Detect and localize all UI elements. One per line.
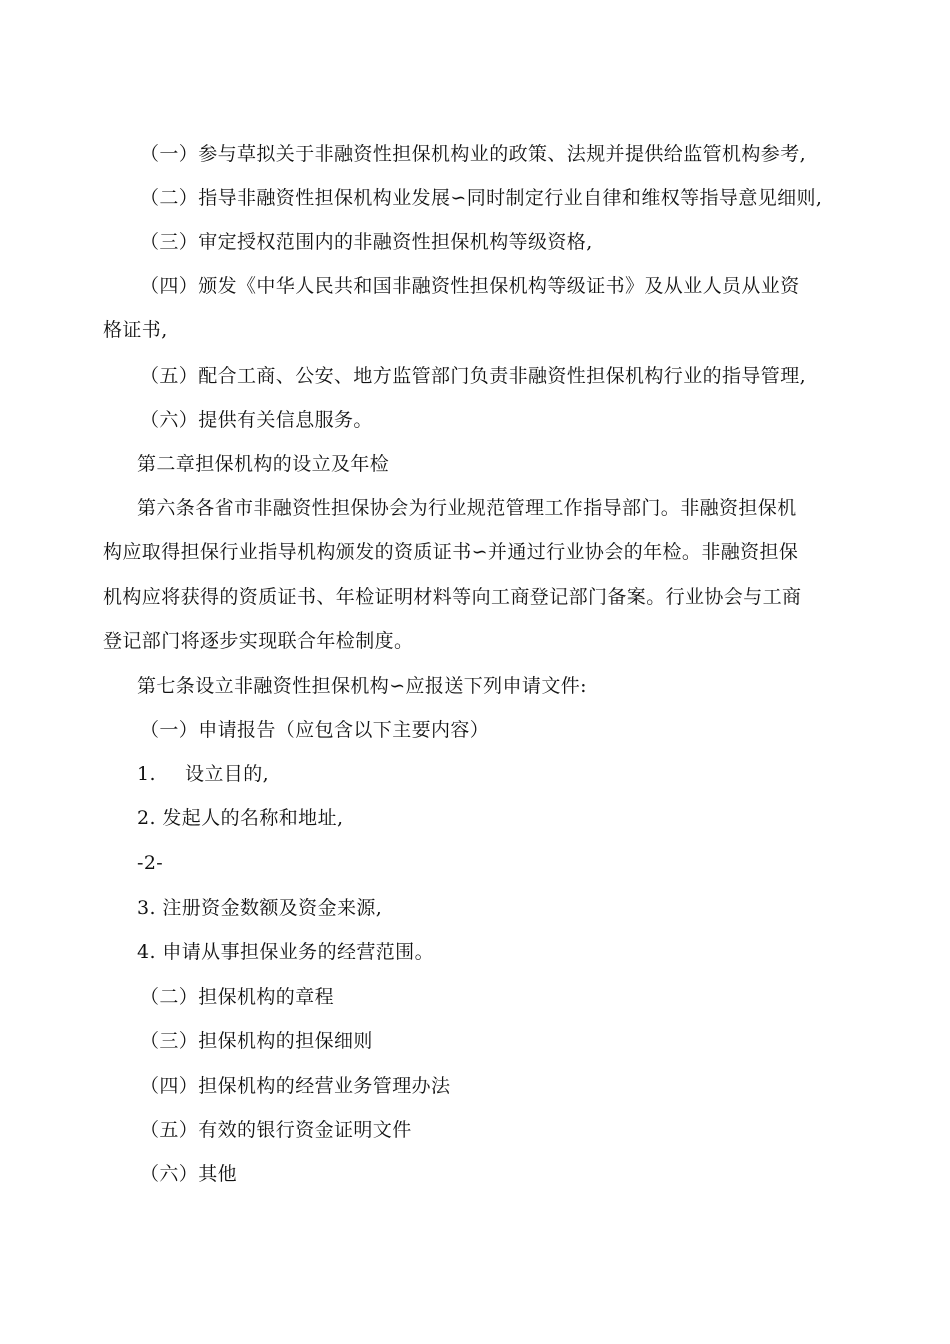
chapter-heading: 第二章担保机构的设立及年检 bbox=[137, 453, 390, 475]
sub-item-2: 2. 发起人的名称和地址, bbox=[137, 807, 344, 829]
article-6-line-3: 机构应将获得的资质证书、年检证明材料等向工商登记部门备案。行业协会与工商 bbox=[103, 586, 802, 608]
sub-item-3: 3. 注册资金数额及资金来源, bbox=[137, 897, 383, 919]
application-item-2: （二）担保机构的章程 bbox=[140, 986, 335, 1008]
sub-item-4: 4. 申请从事担保业务的经营范围。 bbox=[137, 941, 434, 963]
clause-item-1: （一）参与草拟关于非融资性担保机构业的政策、法规并提供给监管机构参考, bbox=[140, 143, 807, 165]
clause-item-2: （二）指导非融资性担保机构业发展∽同时制定行业自律和维权等指导意见细则, bbox=[140, 187, 823, 209]
article-6-line-1: 第六条各省市非融资性担保协会为行业规范管理工作指导部门。非融资担保机 bbox=[137, 497, 797, 519]
clause-item-5: （五）配合工商、公安、地方监管部门负责非融资性担保机构行业的指导管理, bbox=[140, 365, 807, 387]
sub-item-1-text: 设立目的, bbox=[185, 763, 270, 785]
article-7-heading: 第七条设立非融资性担保机构∽应报送下列申请文件: bbox=[137, 675, 587, 697]
application-item-6: （六）其他 bbox=[140, 1163, 238, 1185]
clause-item-4: （四）颁发《中华人民共和国非融资性担保机构等级证书》及从业人员从业资 bbox=[140, 275, 800, 297]
application-item-5: （五）有效的银行资金证明文件 bbox=[140, 1119, 412, 1141]
article-6-line-2: 构应取得担保行业指导机构颁发的资质证书∽并通过行业协会的年检。非融资担保 bbox=[103, 541, 799, 563]
application-item-3: （三）担保机构的担保细则 bbox=[140, 1030, 373, 1052]
application-item-4: （四）担保机构的经营业务管理办法 bbox=[140, 1075, 451, 1097]
application-item-1: （一）申请报告（应包含以下主要内容） bbox=[140, 719, 490, 741]
article-6-line-4: 登记部门将逐步实现联合年检制度。 bbox=[103, 630, 414, 652]
page-number: -2- bbox=[137, 852, 164, 874]
clause-item-6: （六）提供有关信息服务。 bbox=[140, 409, 373, 431]
clause-item-3: （三）审定授权范围内的非融资性担保机构等级资格, bbox=[140, 231, 593, 253]
sub-item-1-number: 1. bbox=[137, 763, 156, 785]
clause-item-4-continued: 格证书, bbox=[103, 319, 168, 341]
